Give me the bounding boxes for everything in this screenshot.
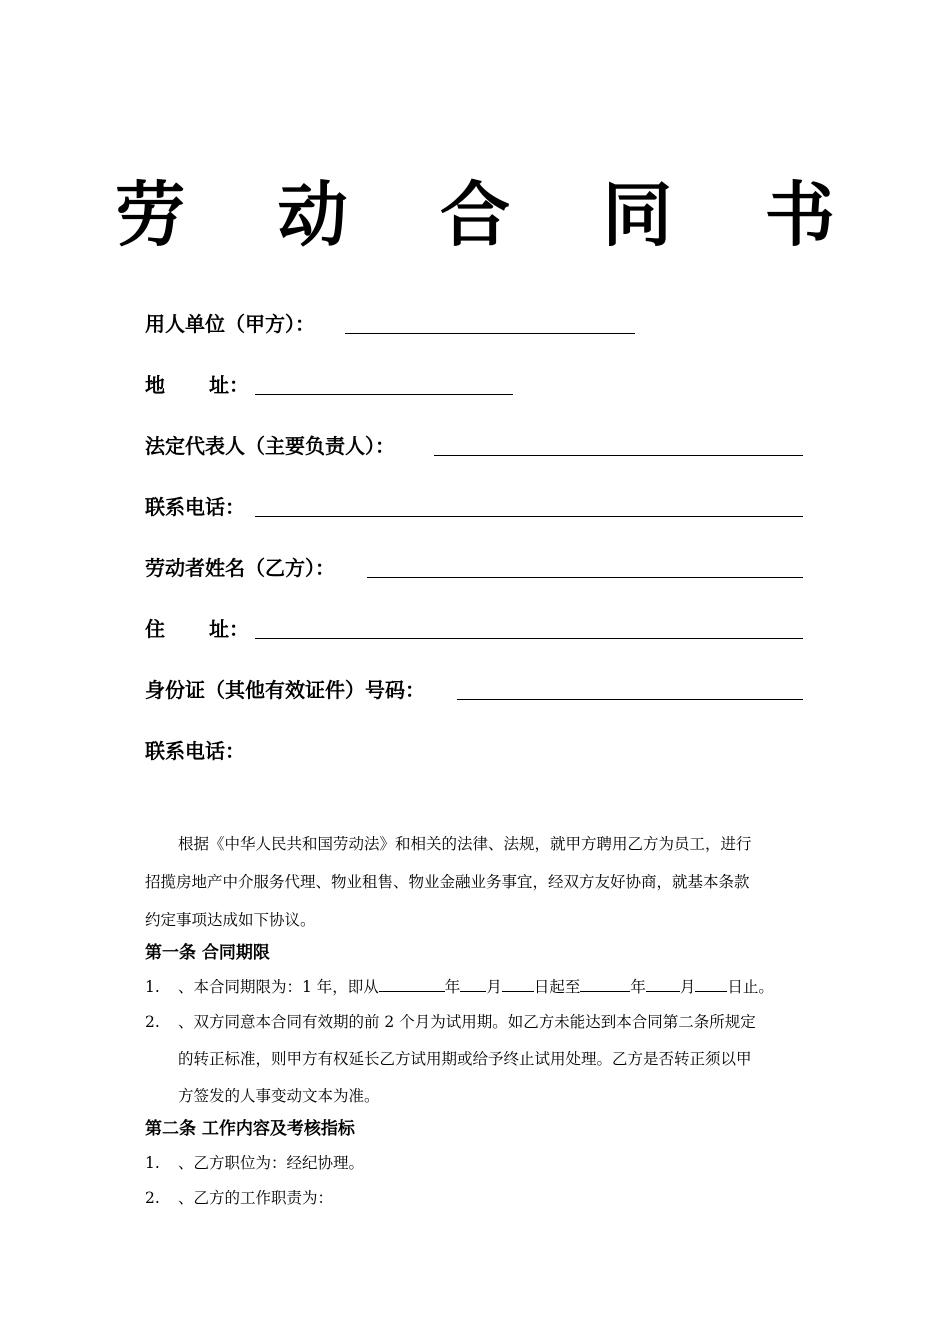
address-field-line[interactable] [255,394,513,395]
id-number-field-line[interactable] [457,699,803,700]
worker-name-field-line[interactable] [367,577,803,578]
intro-line: 招揽房地产中介服务代理、物业租售、物业金融业务事宜，经双方友好协商，就基本条款 [145,873,750,891]
legal-rep-field-line[interactable] [434,455,803,456]
residence-field-label [145,613,249,645]
article-2-item-2 [145,1180,805,1217]
end-day-blank[interactable] [695,977,727,992]
address-label-b: 址： [209,373,249,397]
item-number: 2. [145,1189,160,1207]
address-label-a: 地 [145,373,165,397]
end-month-blank[interactable] [646,977,680,992]
item-line: 的转正标准，则甲方有权延长乙方试用期或给予终止试用处理。乙方是否转正须以甲 [178,1050,752,1068]
employer-phone-field-line[interactable] [255,516,803,517]
item-line: 、双方同意本合同有效期的前 2 个月为试用期。如乙方未能达到本合同第二条所规定 [178,1013,756,1031]
item-number: 1. [145,1154,160,1172]
article-1-heading: 第一条 合同期限 [145,943,270,963]
item-line: 方签发的人事变动文本为准。 [178,1087,380,1105]
start-year-blank[interactable] [379,977,445,992]
employer-phone-field-label: 联系电话： [145,495,245,519]
end-year-blank[interactable] [580,977,630,992]
document-title: 劳 动 合 同 书 [115,173,869,256]
day-end-label: 日止。 [727,978,774,996]
intro-line: 根据《中华人民共和国劳动法》和相关的法律、法规，就甲方聘用乙方为员工，进行 [178,835,752,853]
id-number-field-label: 身份证（其他有效证件）号码： [145,678,425,702]
start-month-blank[interactable] [460,977,486,992]
item-text: 、乙方的工作职责为： [178,1189,334,1207]
item-text: 、乙方职位为：经纪协理。 [178,1154,365,1172]
residence-label-b: 址： [209,617,249,641]
residence-label-a: 住 [145,617,165,641]
year-label: 年 [630,978,646,996]
day-to-label: 日起至 [533,978,581,996]
worker-name-field-label: 劳动者姓名（乙方）： [145,556,335,580]
item-number: 2. [145,1013,160,1031]
article-2-heading: 第二条 工作内容及考核指标 [145,1119,355,1139]
legal-rep-field-label: 法定代表人（主要负责人）： [145,434,395,458]
worker-phone-field-label: 联系电话： [145,739,245,763]
article-1-item-2 [145,1004,805,1115]
address-field-label [145,369,249,401]
start-day-blank[interactable] [502,977,534,992]
intro-paragraph [145,825,805,939]
article-2-item-1 [145,1145,805,1182]
item-number: 1. [145,978,160,996]
item-text [178,969,805,1006]
item-text [178,1004,805,1115]
employer-field-label: 用人单位（甲方）： [145,312,315,336]
residence-field-line[interactable] [255,638,803,639]
article-1-item-1 [145,969,805,1006]
month-label: 月 [679,978,696,996]
year-label: 年 [444,978,461,996]
intro-line: 约定事项达成如下协议。 [145,911,316,929]
term-text-start: 、本合同期限为：1 年，即从 [178,978,379,996]
employer-field-line[interactable] [345,333,635,334]
month-label: 月 [486,978,502,996]
